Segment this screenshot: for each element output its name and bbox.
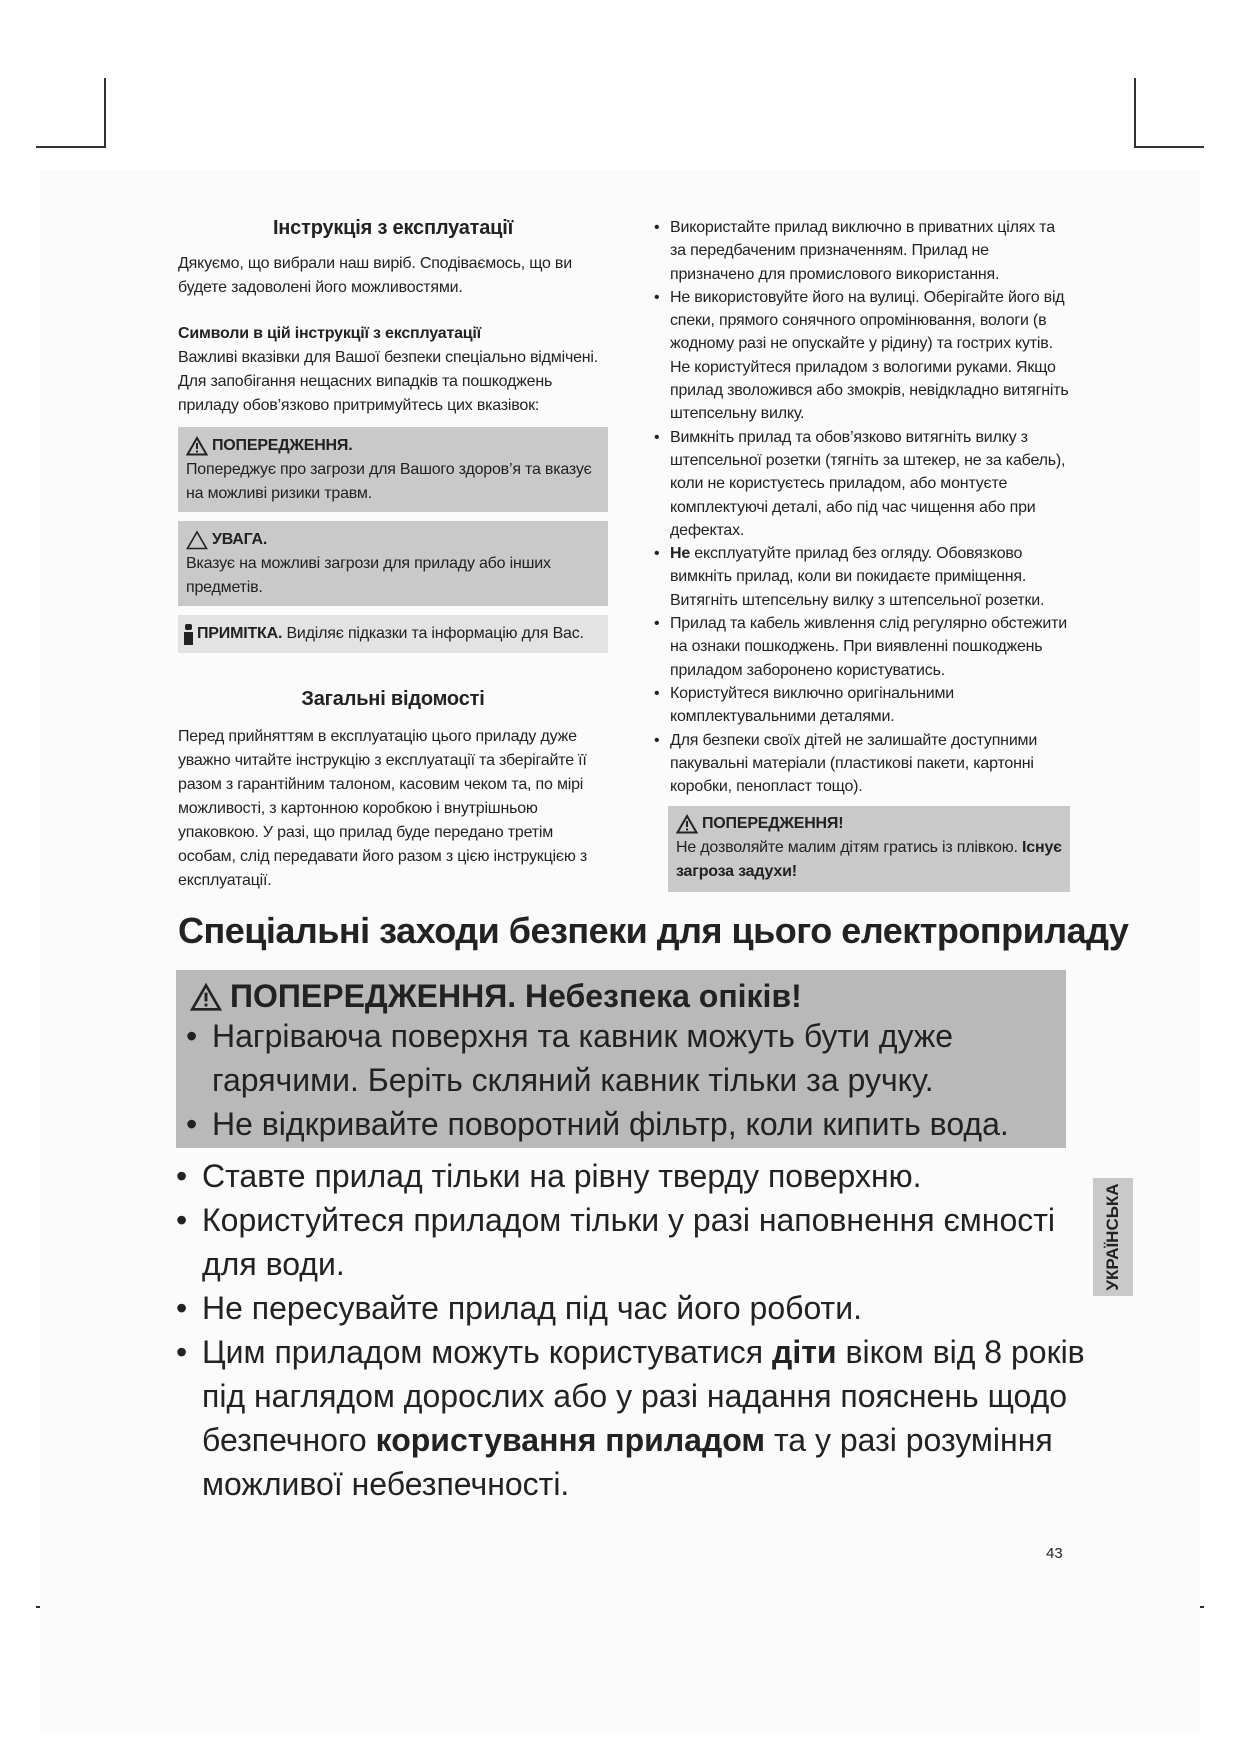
list-item-text: Нагріваюча поверхня та кавник можуть бути дуже гарячими. Беріть скляний кавник тільки за ручку. [212, 1018, 954, 1098]
special-safety-list [176, 1154, 1086, 1506]
warning-triangle-icon [190, 982, 222, 1012]
bullet-icon: • [176, 1334, 188, 1370]
list-item [186, 1014, 1056, 1102]
list-item-text: Користуйтеся виключно оригінальними комплектувальними деталями. [670, 684, 955, 726]
list-item-text: Прилад та кабель живлення слід регулярно обстежити на ознаки пошкоджень. При виявленні пошкоджень приладом заборонено користуватись. [670, 615, 1068, 679]
caution-box-text: Вказує на можливі загрози для приладу або інших предметів. [186, 555, 551, 596]
warning-triangle-icon [676, 814, 698, 834]
bullet-icon: • [176, 1202, 188, 1238]
list-item [640, 542, 1070, 612]
bullet-icon: • [186, 1106, 198, 1142]
list-item-text: та у разі розуміння можливої небезпечності. [202, 1422, 1053, 1502]
caution-box-title: УВАГА. [212, 531, 268, 548]
general-heading: Загальні відомості [301, 688, 485, 710]
list-item [176, 1198, 1086, 1286]
list-item-text: Не відкривайте поворотний фільтр, коли кипить вода. [212, 1106, 1009, 1142]
warning-box-title: ПОПЕРЕДЖЕННЯ. [212, 437, 353, 454]
special-safety-heading: Спеціальні заходи безпеки для цього електроприладу [178, 910, 1129, 951]
child-warning-box [668, 806, 1070, 892]
note-box-title: ПРИМІТКА. [197, 625, 283, 642]
bullet-icon: • [654, 545, 660, 563]
warning-triangle-icon [186, 436, 208, 456]
list-item-text: Використайте прилад виключно в приватних цілях та за передбаченим призначенням. Прилад не призначено для промислового використання. [670, 219, 1055, 283]
bullet-icon: • [654, 428, 660, 446]
crop-mark [36, 146, 106, 148]
bullet-icon: • [654, 219, 660, 236]
list-item-text: віком від 8 років під наглядом дорослих або у разі надання пояснень щодо безпечного [202, 1334, 1085, 1458]
list-item-text: Користуйтеся приладом тільки у разі наповнення ємності для води. [202, 1202, 1055, 1282]
symbols-heading: Символи в цій інструкції з експлуатації [178, 325, 481, 342]
language-tab [1093, 1178, 1133, 1296]
right-column [640, 216, 1070, 892]
symbols-text: Важливі вказівки для Вашої безпеки спеціально відмічені. Для запобігання нещасних випадків та пошкоджень приладу обов’язково притримуйтесь цих вказівок: [178, 349, 599, 414]
list-item-text: Для безпеки своїх дітей не залишайте доступними пакувальні матеріали (пластикові пакети, картонні коробки, пенопласт тощо). [670, 731, 1038, 796]
list-item [640, 286, 1070, 426]
bullet-icon: • [654, 684, 660, 702]
intro-text: Дякуємо, що вибрали наш виріб. Сподіваємось, що ви будете задоволені його можливостями. [178, 255, 572, 296]
list-item [640, 682, 1070, 729]
note-box-text: Виділяє підказки та інформацію для Вас. [286, 625, 584, 642]
list-item-text: експлуатуйте прилад без огляду. Обовязково вимкніть прилад, коли ви покидаєте приміщення. Витягніть штепсельну вилку з штепсельної розетки. [670, 545, 1045, 609]
list-item [640, 729, 1070, 799]
list-item-bold: Не [670, 545, 691, 563]
bullet-icon: • [654, 615, 660, 633]
page-number: 43 [1046, 1545, 1063, 1562]
list-item-bold: діти [772, 1334, 837, 1370]
warning-box-text: Попереджує про загрози для Вашого здоров’я та вказує на можливі ризики травм. [186, 461, 592, 502]
list-item-text: Не пересувайте прилад під час його роботи. [202, 1290, 862, 1326]
list-item-text: Ставте прилад тільки на рівну тверду поверхню. [202, 1158, 922, 1194]
child-warning-title: ПОПЕРЕДЖЕННЯ! [702, 815, 844, 833]
crop-mark [1134, 146, 1204, 148]
child-warning-bold: Існує загроза задухи! [676, 839, 1062, 881]
list-item [176, 1154, 1086, 1198]
list-item [640, 426, 1070, 542]
burn-warning-box [176, 970, 1066, 1148]
info-icon [184, 624, 193, 644]
list-item [186, 1102, 1056, 1146]
list-item-text: Вимкніть прилад та обов’язково витягніть вилку з штепсельної розетки (тягніть за штекер, не за кабель), коли не користуєтесь приладом, або монтуєте комплектуючі деталі, або під час чищення або при дефектах. [670, 428, 1066, 539]
list-item [640, 216, 1070, 286]
general-text: Перед прийняттям в експлуатацію цього приладу дуже уважно читайте інструкцію з експлуатації та зберігайте її разом з гарантійним талоном, касовим чеком та, по мірі можливості, з картонною коробкою і внутрішньою упаковкою. У разі, що прилад буде передано третім особам, слід передавати його разом з цією інструкцією з експлуатації. [178, 728, 588, 889]
child-warning-text: Не дозволяйте малим дітям гратись із плівкою. [676, 839, 1023, 857]
burn-warning-list [186, 1014, 1056, 1146]
warning-triangle-icon [186, 530, 208, 550]
crop-mark [1134, 78, 1136, 148]
bullet-icon: • [176, 1290, 188, 1326]
list-item [176, 1286, 1086, 1330]
list-item-text: Цим приладом можуть користуватися [202, 1334, 773, 1370]
bullet-icon: • [176, 1158, 188, 1194]
crop-mark [104, 78, 106, 148]
right-bullet-list [640, 216, 1070, 798]
left-column [178, 216, 608, 893]
list-item [640, 612, 1070, 682]
list-item-bold: користування приладом [375, 1422, 766, 1458]
bullet-icon: • [186, 1018, 198, 1054]
document-title: Інструкція з експлуатації [272, 217, 514, 239]
bullet-icon: • [654, 288, 660, 306]
bullet-icon: • [654, 731, 660, 749]
list-item-text: Не використовуйте його на вулиці. Оберігайте його від спеки, прямого сонячного опромінювання, вологи (в жодному разі не опускайте у рідину) та гострих кутів. Не користуйтеся приладом з вологими руками. Якщо прилад зволожився або змокрів, невідкладно витягніть штепсельну вилку. [670, 288, 1069, 423]
warning-box [178, 427, 608, 512]
burn-warning-title: ПОПЕРЕДЖЕННЯ. Небезпека опіків! [230, 978, 802, 1014]
list-item [176, 1330, 1086, 1506]
language-tab-label: УКРАЇНСЬКА [1103, 1183, 1122, 1291]
note-box [178, 615, 608, 653]
caution-box [178, 521, 608, 606]
